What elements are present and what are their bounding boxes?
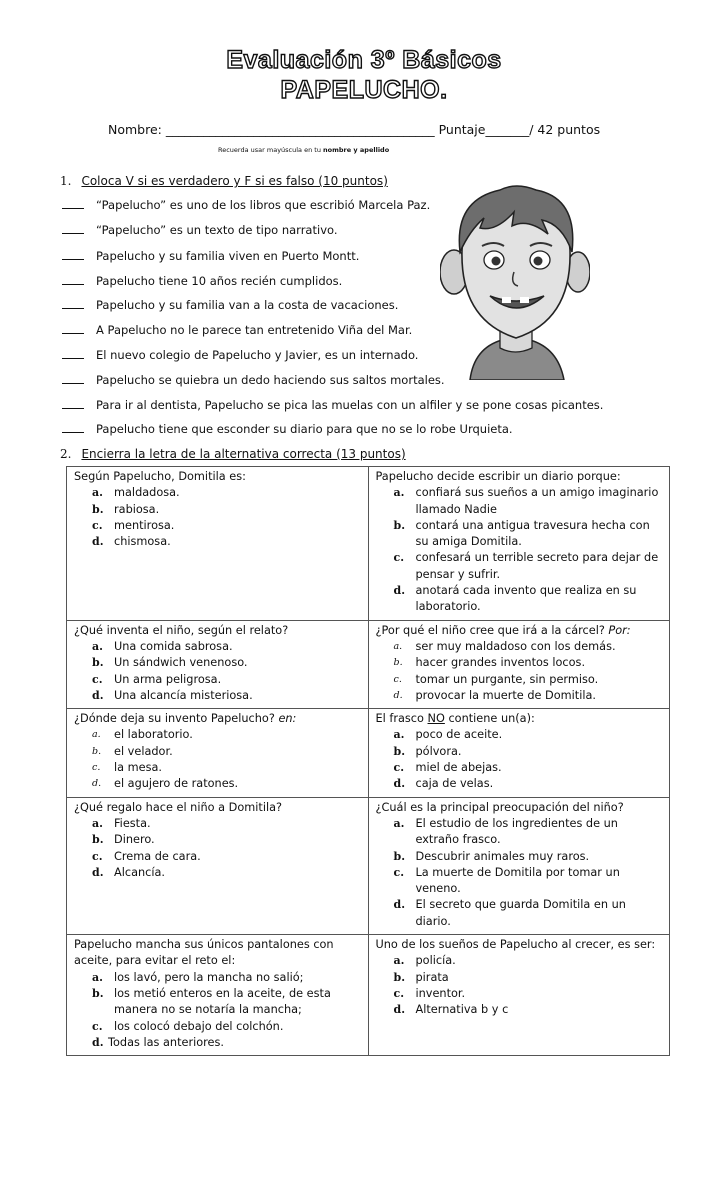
question-4-cell	[368, 620, 670, 708]
question-stem: ¿Qué inventa el niño, según el relato?	[74, 623, 289, 637]
answer-blank	[62, 275, 84, 285]
option-d[interactable]: d. chismosa.	[92, 535, 171, 549]
question-stem: Según Papelucho, Domitila es:	[74, 470, 246, 483]
title-line-1: Evaluación 3º Básicos	[226, 46, 502, 74]
option-a[interactable]: a. los lavó, pero la mancha no salió;	[92, 970, 304, 984]
tf-item-9: Para ir al dentista, Papelucho se pica las muelas con un alfiler y se pone cosas picantes.	[62, 398, 603, 412]
option-c[interactable]: c. la mesa.	[92, 761, 163, 775]
option-a[interactable]: a. el laboratorio.	[92, 728, 193, 742]
option-c[interactable]: c. La muerte de Domitila por tomar un veneno.	[393, 865, 620, 896]
option-c[interactable]: c. Un arma peligrosa.	[92, 672, 222, 686]
table-row	[67, 935, 670, 1056]
option-d[interactable]: d. anotará cada invento que realiza en su laboratorio.	[393, 584, 637, 614]
section-1-heading: 1. Coloca V si es verdadero y F si es falso (10 puntos)	[60, 174, 388, 188]
option-d[interactable]: d. caja de velas.	[393, 777, 494, 791]
option-b[interactable]: b. rabiosa.	[92, 502, 160, 516]
answer-blank	[62, 224, 84, 234]
option-a[interactable]: a. Fiesta.	[92, 816, 151, 830]
tf-item-2: “Papelucho” es un texto de tipo narrativo.	[62, 223, 337, 237]
tf-item-1: “Papelucho” es uno de los libros que escribió Marcela Paz.	[62, 198, 430, 212]
option-a[interactable]: a. policía.	[393, 954, 456, 968]
option-b[interactable]: b. Dinero.	[92, 833, 155, 847]
option-d[interactable]: d. el agujero de ratones.	[92, 777, 239, 791]
option-d[interactable]: d. El secreto que guarda Domitila en un diario.	[393, 898, 626, 928]
option-d[interactable]: d. Una alcancía misteriosa.	[92, 688, 253, 702]
answer-blank	[62, 423, 84, 433]
question-stem: Papelucho decide escribir un diario porque:	[375, 470, 621, 483]
table-row	[67, 797, 670, 934]
question-stem: Uno de los sueños de Papelucho al crecer, es ser:	[375, 938, 656, 952]
answer-blank	[62, 324, 84, 334]
option-d[interactable]: d. Todas las anteriores.	[92, 1035, 224, 1049]
option-a[interactable]: a. poco de aceite.	[393, 728, 503, 742]
question-8-cell	[368, 797, 670, 934]
option-b[interactable]: b. pirata	[393, 970, 449, 984]
option-b[interactable]: b. el velador.	[92, 744, 173, 758]
question-stem: ¿Qué regalo hace el niño a Domitila?	[74, 800, 283, 814]
question-3-cell	[67, 620, 369, 708]
answer-blank	[62, 299, 84, 309]
tf-item-4: Papelucho tiene 10 años recién cumplidos.	[62, 274, 342, 288]
option-c[interactable]: c. miel de abejas.	[393, 761, 502, 775]
table-row	[67, 709, 670, 797]
question-stem: ¿Por qué el niño cree que irá a la cárcel? Por:	[375, 623, 631, 637]
option-b[interactable]: b. hacer grandes inventos locos.	[393, 656, 586, 670]
answer-blank	[62, 250, 84, 260]
option-a[interactable]: a. Una comida sabrosa.	[92, 639, 233, 653]
question-stem: ¿Dónde deja su invento Papelucho? en:	[74, 712, 297, 726]
option-b[interactable]: b. pólvora.	[393, 744, 462, 758]
option-b[interactable]: b. contará una antigua travesura hecha con su amiga Domitila.	[393, 518, 650, 549]
name-score-line: Nombre: ___________________________________________ Puntaje_______/ 42 puntos	[108, 122, 601, 137]
option-c[interactable]: c. confesará un terrible secreto para dejar de pensar y sufrir.	[393, 551, 659, 581]
title-line-2: PAPELUCHO.	[280, 76, 448, 104]
answer-blank	[62, 199, 84, 209]
option-a[interactable]: a. El estudio de los ingredientes de un extraño frasco.	[393, 816, 618, 847]
question-2-cell	[368, 467, 670, 621]
question-6-cell	[368, 709, 670, 797]
question-stem: El frasco NO contiene un(a):	[375, 712, 535, 726]
tf-item-5: Papelucho y su familia van a la costa de vacaciones.	[62, 298, 398, 312]
answer-blank	[62, 374, 84, 384]
option-b[interactable]: b. Un sándwich venenoso.	[92, 656, 248, 670]
answer-blank	[62, 349, 84, 359]
option-c[interactable]: c. los colocó debajo del colchón.	[92, 1019, 284, 1033]
tf-item-8: Papelucho se quiebra un dedo haciendo sus saltos mortales.	[62, 373, 445, 387]
option-d[interactable]: d. provocar la muerte de Domitila.	[393, 688, 597, 702]
option-a[interactable]: a. confiará sus sueños a un amigo imaginario llamado Nadie	[393, 486, 659, 516]
question-10-cell	[368, 935, 670, 1056]
option-c[interactable]: c. inventor.	[393, 986, 466, 1000]
tf-item-7: El nuevo colegio de Papelucho y Javier, es un internado.	[62, 348, 418, 362]
tf-item-10: Papelucho tiene que esconder su diario para que no se lo robe Urquieta.	[62, 422, 513, 436]
question-1-cell	[67, 467, 369, 621]
option-a[interactable]: a. ser muy maldadoso con los demás.	[393, 639, 616, 653]
capitalization-hint: Recuerda usar mayúscula en tu nombre y apellido	[218, 146, 390, 154]
answer-blank	[62, 399, 84, 409]
tf-item-3: Papelucho y su familia viven en Puerto Montt.	[62, 249, 359, 263]
multiple-choice-table	[66, 466, 670, 1056]
boy-portrait-illustration	[440, 180, 590, 380]
question-5-cell	[67, 709, 369, 797]
option-c[interactable]: c. Crema de cara.	[92, 849, 201, 863]
question-9-cell	[67, 935, 369, 1056]
question-stem: Papelucho mancha sus únicos pantalones con aceite, para evitar el reto el:	[74, 938, 334, 968]
tf-item-6: A Papelucho no le parece tan entretenido Viña del Mar.	[62, 323, 412, 337]
option-c[interactable]: c. mentirosa.	[92, 518, 175, 532]
option-c[interactable]: c. tomar un purgante, sin permiso.	[393, 672, 599, 686]
option-d[interactable]: d. Alcancía.	[92, 865, 166, 879]
option-a[interactable]: a. maldadosa.	[92, 486, 180, 500]
question-7-cell	[67, 797, 369, 934]
question-stem: ¿Cuál es la principal preocupación del niño?	[375, 800, 624, 814]
table-row	[67, 467, 670, 621]
option-b[interactable]: b. Descubrir animales muy raros.	[393, 849, 590, 863]
table-row	[67, 620, 670, 708]
option-b[interactable]: b. los metió enteros en la aceite, de esta manera no se notaría la mancha;	[92, 986, 331, 1017]
section-2-heading: 2. Encierra la letra de la alternativa correcta (13 puntos)	[60, 447, 406, 461]
option-d[interactable]: d. Alternativa b y c	[393, 1003, 509, 1017]
